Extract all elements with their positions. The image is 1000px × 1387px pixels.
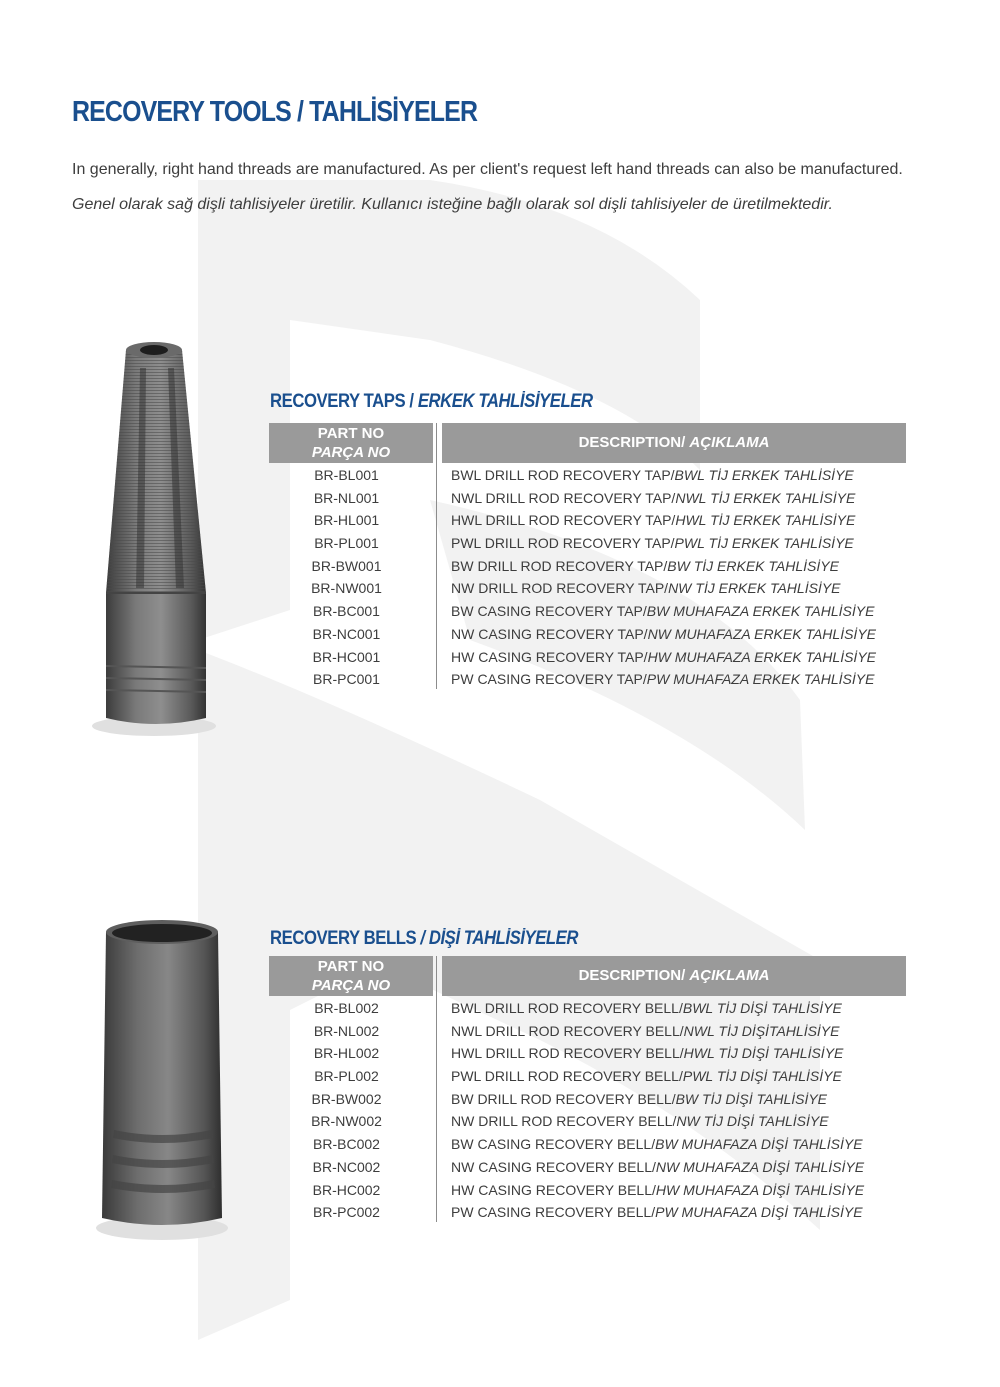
part-number: BR-NW002 — [311, 1113, 382, 1130]
part-no-header-tr: PARÇA NO — [311, 444, 391, 461]
part-number: BR-HC002 — [312, 1181, 381, 1198]
description-en: HWL DRILL ROD RECOVERY BELL/ — [451, 1045, 684, 1062]
description — [451, 646, 876, 669]
part-number: BR-NW001 — [311, 580, 382, 597]
description-tr: PW MUHAFAZA ERKEK TAHLİSİYE — [646, 671, 875, 688]
description-en: NW DRILL ROD RECOVERY BELL/ — [451, 1113, 677, 1130]
recovery-bells-table — [269, 956, 906, 1223]
description-tr: PWL TİJ ERKEK TAHLİSİYE — [674, 535, 854, 552]
description — [451, 997, 842, 1020]
description-en: NW CASING RECOVERY TAP/ — [451, 625, 648, 642]
description-en: NW CASING RECOVERY BELL/ — [451, 1158, 656, 1175]
description-en: PWL DRILL ROD RECOVERY BELL/ — [451, 1068, 683, 1085]
part-number: BR-NC001 — [312, 625, 381, 642]
description — [451, 532, 854, 555]
part-number: BR-BL002 — [314, 1000, 379, 1016]
part-number: BR-PC002 — [313, 1204, 380, 1221]
table-row — [269, 463, 906, 486]
recovery-bells-title-tr: / DİŞİ TAHLİSİYELER — [420, 928, 579, 949]
description-en: BWL DRILL ROD RECOVERY BELL/ — [451, 1000, 683, 1016]
description-en: PW CASING RECOVERY TAP/ — [451, 671, 647, 688]
recovery-bell-image — [92, 910, 232, 1250]
part-number: BR-BC002 — [313, 1136, 380, 1153]
table-row — [269, 1155, 906, 1178]
description — [451, 1179, 864, 1202]
recovery-tap-image — [84, 338, 224, 738]
part-number: BR-PL001 — [314, 535, 379, 552]
description — [451, 577, 841, 600]
description — [451, 1020, 840, 1043]
description-header-en: DESCRIPTION/ — [578, 967, 690, 984]
description-header — [442, 956, 906, 996]
table-header — [269, 956, 906, 996]
description-en: NWL DRILL ROD RECOVERY TAP/ — [451, 489, 676, 506]
recovery-taps-title-en: RECOVERY TAPS / — [270, 391, 418, 412]
table-header — [269, 423, 906, 463]
table-row — [269, 1109, 906, 1132]
description-header-tr: AÇIKLAMA — [689, 434, 770, 451]
description-tr: PW MUHAFAZA DİŞİ TAHLİSİYE — [655, 1204, 863, 1221]
table-row — [269, 1019, 906, 1042]
part-number: BR-HC001 — [312, 648, 381, 665]
description — [451, 1133, 863, 1156]
description — [451, 555, 839, 578]
part-no-header — [269, 423, 433, 463]
page-title: RECOVERY TOOLS / TAHLİSİYELER — [72, 96, 478, 128]
description — [451, 1042, 843, 1065]
description — [451, 487, 855, 510]
table-row — [269, 554, 906, 577]
part-no-header — [269, 956, 433, 996]
description-en: HW CASING RECOVERY TAP/ — [451, 648, 648, 665]
table-row — [269, 1178, 906, 1201]
intro-text-turkish: Genel olarak sağ dişli tahlisiyeler üretilir. Kullanıcı isteğine bağlı olarak sol dişli tahlisiyeler de üretilmektedir. — [72, 196, 833, 213]
description-en: HW CASING RECOVERY BELL/ — [451, 1181, 656, 1198]
description — [451, 1088, 827, 1111]
recovery-taps-table — [269, 423, 906, 690]
table-row — [269, 1200, 906, 1223]
description-header-tr: AÇIKLAMA — [689, 967, 770, 984]
part-no-header-en: PART NO — [317, 958, 385, 975]
table-row — [269, 996, 906, 1019]
table-row — [269, 599, 906, 622]
description-en: HWL DRILL ROD RECOVERY TAP/ — [451, 512, 676, 529]
table-row — [269, 622, 906, 645]
description-tr: HWL TİJ DİŞİ TAHLİSİYE — [683, 1045, 844, 1062]
description — [451, 668, 874, 691]
description-en: BW CASING RECOVERY BELL/ — [451, 1136, 656, 1153]
recovery-bells-title — [270, 928, 578, 950]
table-row — [269, 1041, 906, 1064]
description-en: BW DRILL ROD RECOVERY BELL/ — [451, 1090, 676, 1107]
description-tr: NW TİJ DİŞİ TAHLİSİYE — [676, 1113, 829, 1130]
description-en: BW DRILL ROD RECOVERY TAP/ — [451, 557, 668, 574]
table-row — [269, 667, 906, 690]
recovery-taps-rows — [269, 463, 906, 690]
table-row — [269, 508, 906, 531]
recovery-taps-title-tr: ERKEK TAHLİSİYELER — [417, 391, 593, 412]
intro-text-english: In generally, right hand threads are manufactured. As per client's request left hand threads can also be manufactured. — [72, 161, 903, 178]
part-number: BR-PL002 — [314, 1068, 379, 1085]
description-en: PWL DRILL ROD RECOVERY TAP/ — [451, 535, 675, 552]
description-tr: BWL TİJ ERKEK TAHLİSİYE — [674, 467, 854, 483]
description-en: BWL DRILL ROD RECOVERY TAP/ — [451, 467, 675, 483]
description-tr: HW MUHAFAZA ERKEK TAHLİSİYE — [647, 648, 876, 665]
table-row — [269, 531, 906, 554]
description — [451, 1201, 863, 1224]
table-row — [269, 1087, 906, 1110]
part-number: BR-NL001 — [313, 489, 380, 506]
description-tr: HW MUHAFAZA DİŞİ TAHLİSİYE — [655, 1181, 865, 1198]
part-number: BR-NC002 — [312, 1158, 381, 1175]
table-row — [269, 486, 906, 509]
description-en: NW DRILL ROD RECOVERY TAP/ — [451, 580, 669, 597]
table-row — [269, 1064, 906, 1087]
part-no-header-en: PART NO — [317, 425, 385, 442]
part-number: BR-PC001 — [313, 671, 380, 688]
recovery-bells-title-en: RECOVERY BELLS — [270, 928, 421, 949]
part-number: BR-BW002 — [311, 1090, 382, 1107]
part-number: BR-BL001 — [314, 467, 379, 483]
description-en: PW CASING RECOVERY BELL/ — [451, 1204, 656, 1221]
part-number: BR-HL002 — [313, 1045, 380, 1062]
description-tr: BW MUHAFAZA DİŞİ TAHLİSİYE — [655, 1136, 863, 1153]
table-row — [269, 576, 906, 599]
description-tr: BW TİJ DİŞİ TAHLİSİYE — [675, 1090, 828, 1107]
description — [451, 509, 855, 532]
description-tr: PWL TİJ DİŞİ TAHLİSİYE — [682, 1068, 842, 1085]
description-en: BW CASING RECOVERY TAP/ — [451, 603, 647, 620]
description-header-en: DESCRIPTION/ — [578, 434, 690, 451]
description-tr: NW TİJ ERKEK TAHLİSİYE — [668, 580, 841, 597]
part-number: BR-HL001 — [313, 512, 380, 529]
description-tr: NW MUHAFAZA ERKEK TAHLİSİYE — [647, 625, 876, 642]
description — [451, 600, 874, 623]
recovery-taps-title — [270, 391, 593, 413]
description-tr: BWL TİJ DİŞİ TAHLİSİYE — [682, 1000, 842, 1016]
part-number: BR-BW001 — [311, 557, 382, 574]
description — [451, 623, 876, 646]
part-number: BR-BC001 — [313, 603, 380, 620]
description-tr: HWL TİJ ERKEK TAHLİSİYE — [675, 512, 856, 529]
recovery-bells-rows — [269, 996, 906, 1223]
part-no-header-tr: PARÇA NO — [311, 977, 391, 994]
description-en: NWL DRILL ROD RECOVERY BELL/ — [451, 1022, 684, 1039]
description — [451, 464, 854, 487]
description-tr: BW TİJ ERKEK TAHLİSİYE — [667, 557, 839, 574]
description-header — [442, 423, 906, 463]
table-row — [269, 1132, 906, 1155]
description — [451, 1110, 829, 1133]
part-number: BR-NL002 — [313, 1022, 380, 1039]
description — [451, 1065, 842, 1088]
table-row — [269, 645, 906, 668]
description-tr: BW MUHAFAZA ERKEK TAHLİSİYE — [646, 603, 875, 620]
description-tr: NWL TİJ ERKEK TAHLİSİYE — [675, 489, 856, 506]
description-tr: NW MUHAFAZA DİŞİ TAHLİSİYE — [655, 1158, 865, 1175]
description-tr: NWL TİJ DİŞİTAHLİSİYE — [683, 1022, 840, 1039]
description — [451, 1156, 864, 1179]
